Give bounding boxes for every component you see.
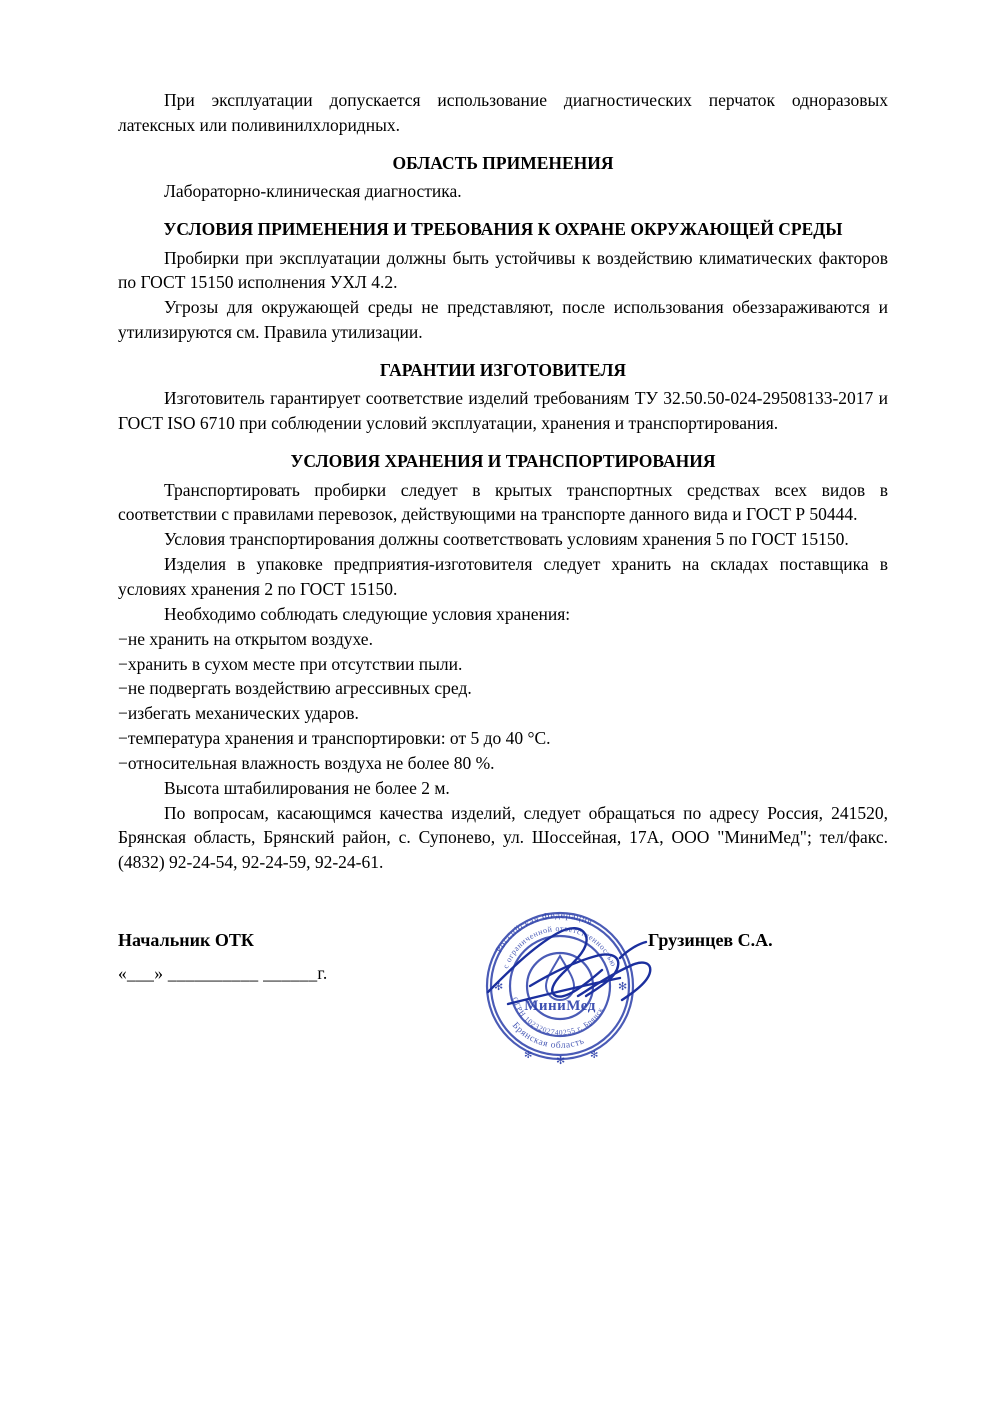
svg-text:Российская Федерация: Российская Федерация [494,910,594,955]
signature-role-column [118,930,448,984]
list-item: −хранить в сухом месте при отсутствии пыли. [118,653,463,674]
list-item: −относительная влажность воздуха не более 80 %. [118,752,495,773]
paragraph-scope: Лабораторно-клиническая диагностика. [164,181,462,202]
list-item: −не хранить на открытом воздухе. [118,628,373,649]
svg-text:Брянская область: Брянская область [509,1020,587,1052]
paragraph-warranty: Изготовитель гарантирует соответствие изделий требованиям ТУ 32.50.50-024-29508133-2017 и ГОСТ ISO 6710 при соблюдении условий эксплуатации, хранения и транспортирования. [118,388,888,434]
heading-warranty: ГАРАНТИИ ИЗГОТОВИТЕЛЯ [379,359,627,380]
paragraph-transport: Транспортировать пробирки следует в крытых транспортных средствах всех видов в соответствии с правилами перевозок, действующими на транспорте данного вида и ГОСТ Р 50444. [118,479,888,525]
svg-text:✻: ✻ [556,1055,566,1067]
heading-storage-transport: УСЛОВИЯ ХРАНЕНИЯ И ТРАНСПОРТИРОВАНИЯ [290,451,716,472]
paragraph-warehouse-storage: Изделия в упаковке предприятия-изготовителя следует хранить на складах поставщика в условиях хранения 2 по ГОСТ 15150. [118,554,888,599]
svg-text:МиниМед: МиниМед [524,998,596,1014]
signature-block [118,930,888,984]
list-item: −температура хранения и транспортировки: от 5 до 40 °С. [118,728,551,749]
paragraph-transport-conditions: Условия транспортирования должны соответствовать условиям хранения 5 по ГОСТ 15150. [164,529,849,550]
signature-date-line: «___» __________ ______г. [118,963,328,983]
list-item: −не подвергать воздействию агрессивных сред. [118,678,472,699]
signature-name: Грузинцев С.А. [648,930,773,950]
heading-scope: ОБЛАСТЬ ПРИМЕНЕНИЯ [392,152,614,173]
svg-text:✻: ✻ [590,1050,599,1061]
svg-text:✻: ✻ [494,981,504,993]
svg-text:✻: ✻ [524,1050,533,1061]
svg-text:✻: ✻ [618,981,628,993]
list-item: −избегать механических ударов. [118,703,359,724]
paragraph-storage-intro: Необходимо соблюдать следующие условия хранения: [164,603,571,624]
signature-role: Начальник ОТК [118,930,254,950]
paragraph-environment: Угрозы для окружающей среды не представляют, после использования обеззараживаются и утилизируются см. Правила утилизации. [118,297,888,343]
svg-text:ОГРН 1023202740255 г. Брянс: ОГРН 1023202740255 г. Брянск [510,996,605,1038]
paragraph-contacts: По вопросам, касающимся качества изделий, следует обращаться по адресу Россия, 241520, Брянская область, Брянский район, с. Супонево, ул. Шоссейная, 17А, ООО "МиниМед"; тел/факс. (4832) 92-24-54, 92-24-59, 92-24-61. [118,802,888,873]
heading-conditions-environment: УСЛОВИЯ ПРИМЕНЕНИЯ И ТРЕБОВАНИЯ К ОХРАНЕ ОКРУЖАЮЩЕЙ СРЕДЫ [163,219,843,240]
document-body [118,88,888,875]
paragraph-intro: При эксплуатации допускается использование диагностических перчаток одноразовых латексных или поливинилхлоридных. [118,90,888,135]
svg-text:с ограниченной ответственность: с ограниченной ответственностью [501,923,619,970]
company-stamp-icon [472,898,648,1074]
paragraph-climate: Пробирки при эксплуатации должны быть устойчивы к воздействию климатических факторов по ГОСТ 15150 исполнения УХЛ 4.2. [118,247,888,293]
paragraph-stacking-height: Высота штабилирования не более 2 м. [164,777,450,798]
